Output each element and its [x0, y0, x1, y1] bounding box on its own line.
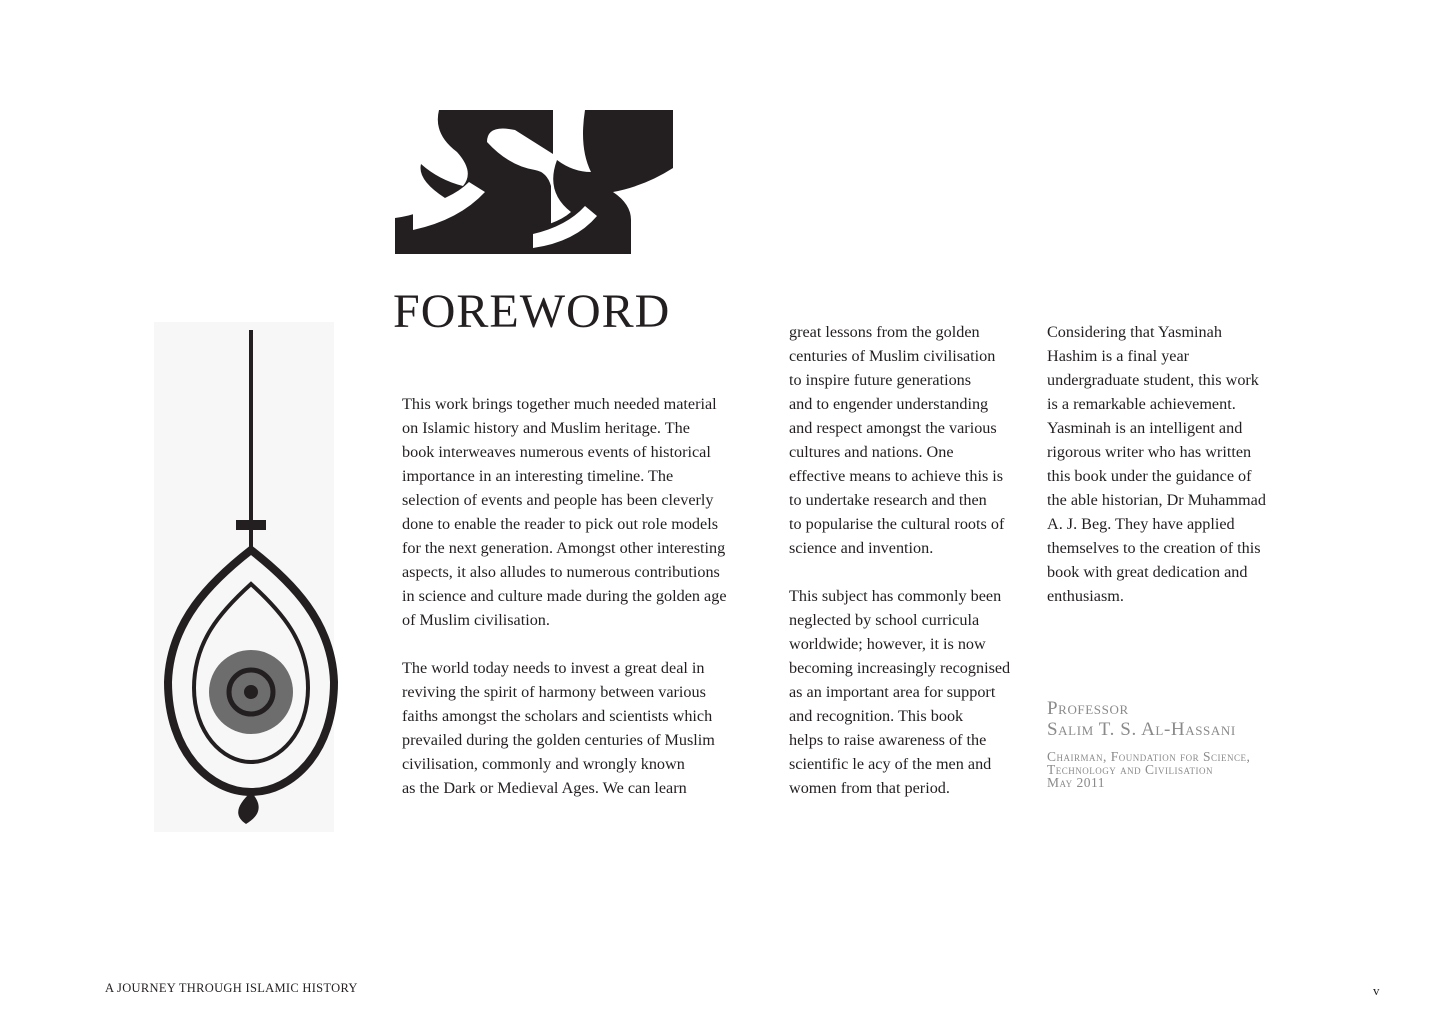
hanging-ornament-icon: [150, 322, 340, 832]
page-number: v: [1373, 983, 1380, 998]
text-column-2: [789, 320, 1039, 800]
paragraph: This subject has commonly been neglected by school curricula worldwide; however, it is now becoming increasingly recognised as an important area for support and recognition. This book helps to raise awareness of the scientific le acy of the men and women from that period.: [789, 587, 1011, 797]
page-title: FOREWORD: [393, 285, 671, 338]
text-column-1: [402, 392, 772, 800]
paragraph: Considering that Yasminah Hashim is a final year undergraduate student, this work is a remarkable achievement. Yasminah is an intelligent and rigorous writer who has written this book under the guidance of the able historian, Dr Muhammad A. J. Beg. They have applied themselves to the creation of this book with great dedication and enthusiasm.: [1047, 323, 1266, 605]
signature-block: [1047, 698, 1250, 789]
paragraph: The world today needs to invest a great deal in reviving the spirit of harmony between various faiths amongst the scholars and scientists which prevailed during the golden centuries of Muslim civilisation, commonly and wrongly known as the Dark or Medieval Ages. We can learn: [402, 659, 715, 797]
arabic-calligraphy-icon: [395, 108, 675, 258]
signature-name: Professor Salim T. S. Al-Hassani: [1047, 698, 1236, 740]
text-column-3: [1047, 320, 1307, 608]
footer-book-title: A JOURNEY THROUGH ISLAMIC HISTORY: [105, 981, 358, 995]
paragraph: This work brings together much needed material on Islamic history and Muslim heritage. The book interweaves numerous events of historical importance in an interesting timeline. The selection of events and people has been cleverly done to enable the reader to pick out role models for the next generation. Amongst other interesting aspects, it also alludes to numerous contributions in science and culture made during the golden age of Muslim civilisation.: [402, 395, 727, 629]
paragraph: great lessons from the golden centuries of Muslim civilisation to inspire future generations and to engender understanding and respect amongst the various cultures and nations. One effective means to achieve this is to undertake research and then to popularise the cultural roots of science and invention.: [789, 323, 1005, 557]
signature-role: Chairman, Foundation for Science, Technology and Civilisation May 2011: [1047, 749, 1251, 790]
